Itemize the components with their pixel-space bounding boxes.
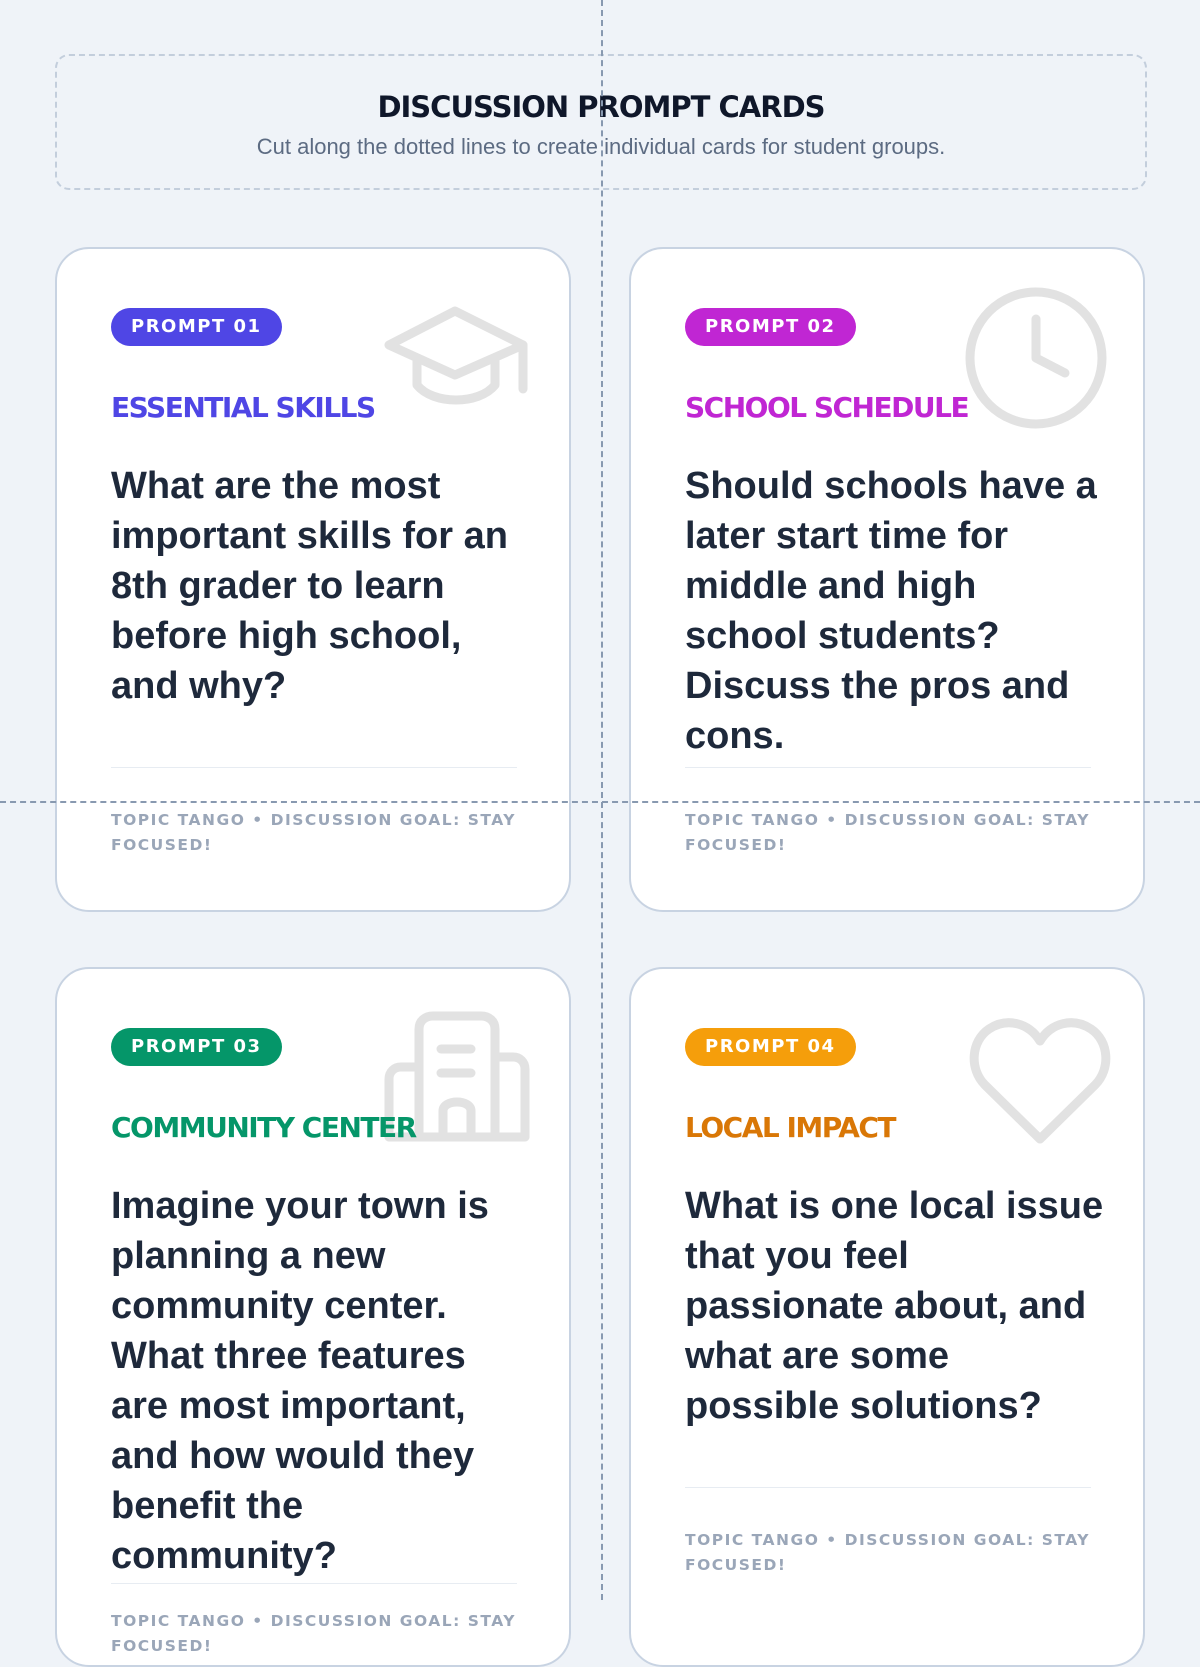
- page-subtitle: Cut along the dotted lines to create individual cards for student groups.: [256, 134, 946, 159]
- prompt-card-3: [55, 967, 571, 1667]
- prompt-card-4: [629, 967, 1145, 1667]
- question-text: Should schools have a later start time for middle and high school students? Discuss the pros and cons.: [685, 465, 1097, 757]
- prompt-card-2: [629, 247, 1145, 912]
- prompt-badge: PROMPT 03: [111, 1028, 282, 1066]
- card-divider: [685, 767, 1091, 768]
- topic-title: LOCAL IMPACT: [685, 1111, 896, 1144]
- question-text: Imagine your town is planning a new community center. What three features are most important, and how would they benefit the community?: [111, 1185, 489, 1577]
- heart-icon: [967, 1015, 1113, 1145]
- card-divider: [111, 767, 517, 768]
- card-footer: TOPIC TANGO • DISCUSSION GOAL: STAY FOCUSED!: [685, 811, 1091, 854]
- card-footer: TOPIC TANGO • DISCUSSION GOAL: STAY FOCUSED!: [111, 1612, 517, 1655]
- card-divider: [111, 1583, 517, 1584]
- question-text: What are the most important skills for an 8th grader to learn before high school, and why?: [111, 465, 508, 707]
- graduation-cap-icon: [383, 301, 533, 413]
- page-title: DISCUSSION PROMPT CARDS: [377, 90, 825, 124]
- card-footer: TOPIC TANGO • DISCUSSION GOAL: STAY FOCUSED!: [111, 811, 517, 854]
- prompt-card-1: [55, 247, 571, 912]
- prompt-badge: PROMPT 01: [111, 308, 282, 346]
- horizontal-cut-line: [0, 801, 1200, 803]
- prompt-badge: PROMPT 02: [685, 308, 856, 346]
- card-divider: [685, 1487, 1091, 1488]
- question-text: What is one local issue that you feel passionate about, and what are some possible solutions?: [685, 1185, 1104, 1427]
- clock-icon: [965, 287, 1107, 429]
- card-footer: TOPIC TANGO • DISCUSSION GOAL: STAY FOCUSED!: [685, 1531, 1091, 1574]
- prompt-badge: PROMPT 04: [685, 1028, 856, 1066]
- topic-title: SCHOOL SCHEDULE: [685, 391, 969, 424]
- topic-title: ESSENTIAL SKILLS: [111, 391, 375, 424]
- vertical-cut-line: [601, 0, 603, 1600]
- topic-title: COMMUNITY CENTER: [111, 1111, 416, 1144]
